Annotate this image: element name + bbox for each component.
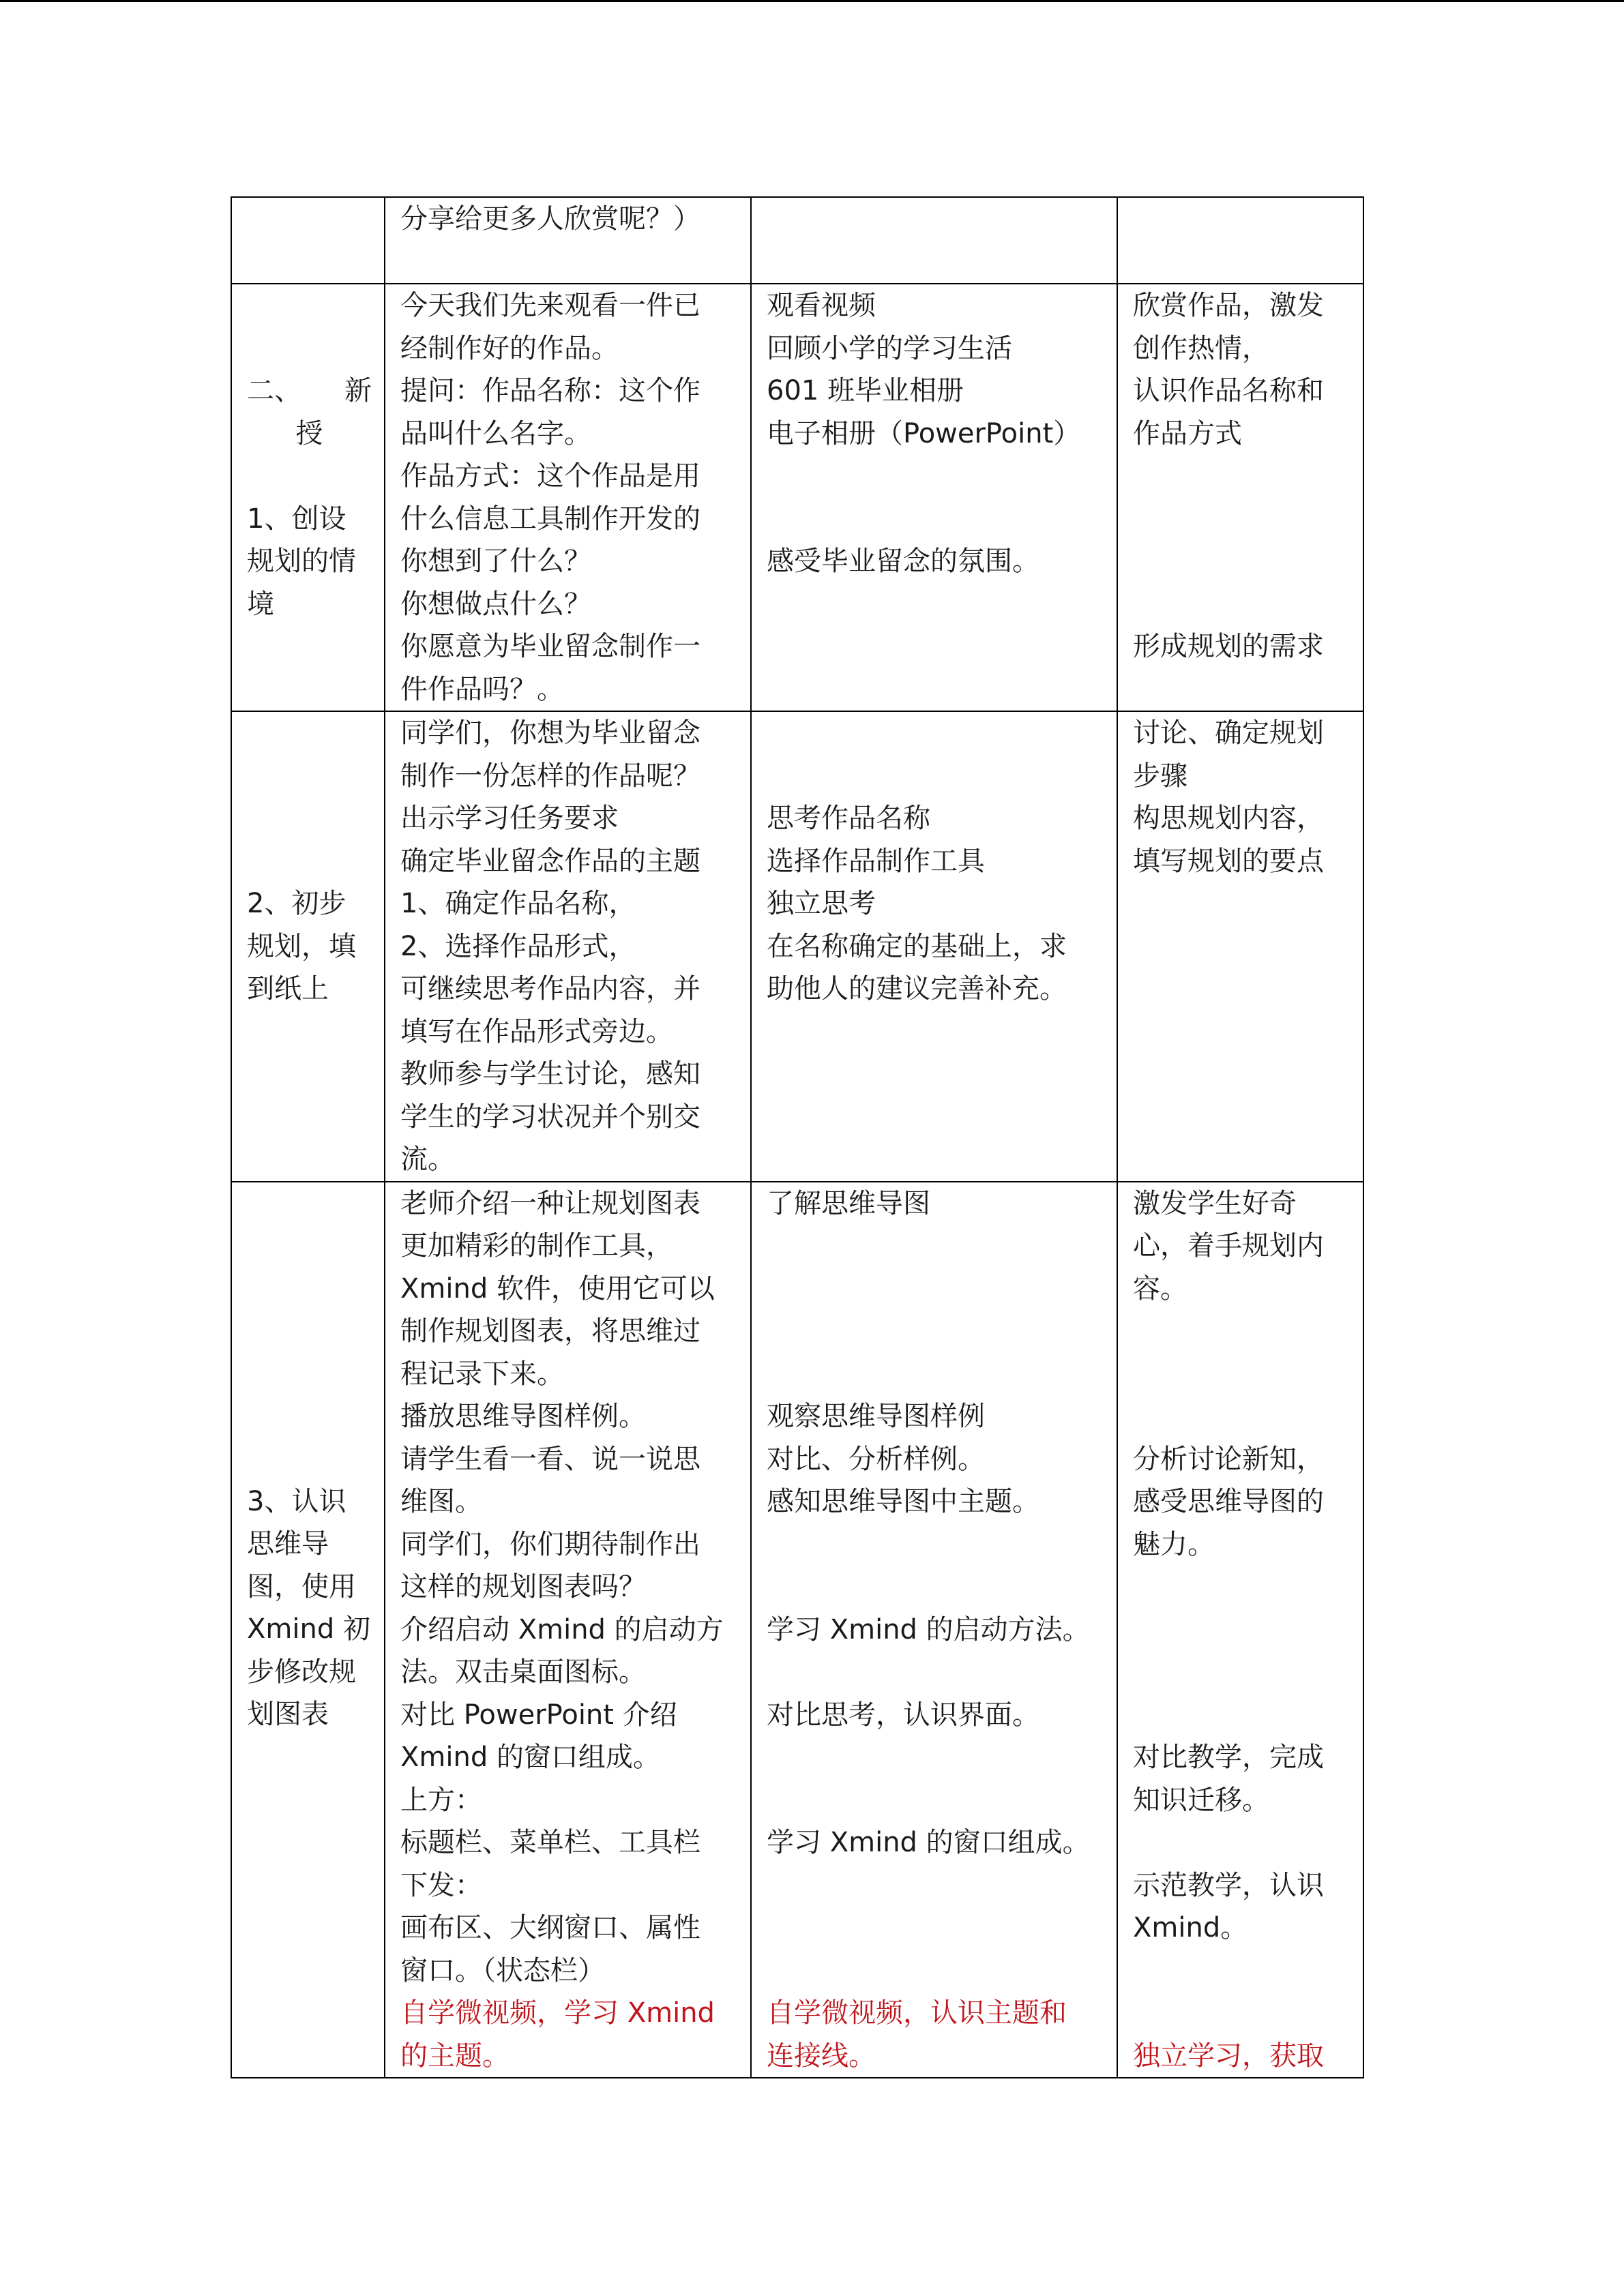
teacher-line: 制作规划图表，将思维过 bbox=[400, 1315, 700, 1347]
student-line: 感受毕业留念的氛围。 bbox=[767, 546, 1039, 577]
stage-line: 到纸上 bbox=[247, 973, 329, 1004]
teacher-line: 同学们，你想为毕业留念 bbox=[400, 717, 700, 749]
teacher-line: 播放思维导图样例。 bbox=[400, 1401, 646, 1432]
intent-line: 认识作品名称和 bbox=[1133, 375, 1324, 406]
intent-line: 形成规划的需求 bbox=[1133, 631, 1324, 662]
stage-cell bbox=[231, 711, 385, 1182]
intent-line: 步骤 bbox=[1133, 760, 1187, 792]
table-row bbox=[231, 284, 1363, 711]
teacher-line-highlight: 自学微视频，学习 Xmind bbox=[400, 1997, 715, 2029]
teacher-line: 件作品吗？。 bbox=[400, 673, 564, 705]
teacher-line: 经制作好的作品。 bbox=[400, 332, 619, 364]
intent-line: 作品方式 bbox=[1133, 417, 1242, 449]
teacher-line: Xmind 软件，使用它可以 bbox=[400, 1272, 715, 1304]
intent-line: 分析讨论新知， bbox=[1133, 1443, 1324, 1475]
teacher-line: 同学们，你们期待制作出 bbox=[400, 1528, 700, 1560]
student-activity-cell bbox=[751, 711, 1117, 1182]
student-line: 思考作品名称 bbox=[767, 803, 930, 834]
page-top-border bbox=[0, 0, 1624, 2]
teacher-line: 你想做点什么？ bbox=[400, 588, 591, 620]
teacher-line: 什么信息工具制作开发的 bbox=[400, 503, 700, 535]
table-row bbox=[231, 1182, 1363, 2078]
teacher-line: 你愿意为毕业留念制作一 bbox=[400, 631, 700, 662]
intent-line: 创作热情， bbox=[1133, 332, 1269, 364]
teacher-line: 品叫什么名字。 bbox=[400, 417, 591, 449]
table-row bbox=[231, 711, 1363, 1182]
stage-cell bbox=[231, 197, 385, 284]
intent-line: Xmind。 bbox=[1133, 1912, 1248, 1943]
student-activity-cell bbox=[751, 197, 1117, 284]
stage-line: 3、认识 bbox=[247, 1485, 346, 1517]
student-line: 独立思考 bbox=[767, 888, 876, 919]
teacher-line: 法。双击桌面图标。 bbox=[400, 1656, 646, 1688]
student-activity-cell bbox=[751, 284, 1117, 711]
teacher-line: 老师介绍一种让规划图表 bbox=[400, 1187, 700, 1219]
student-line: 选择作品制作工具 bbox=[767, 845, 985, 877]
intent-line: 魅力。 bbox=[1133, 1528, 1215, 1560]
teacher-line: 程记录下来。 bbox=[400, 1358, 564, 1390]
stage-cell bbox=[231, 284, 385, 711]
teacher-line: 可继续思考作品内容，并 bbox=[400, 973, 700, 1004]
stage-heading-second: 授 bbox=[295, 417, 323, 449]
student-line: 观察思维导图样例 bbox=[767, 1401, 985, 1432]
student-line: 感知思维导图中主题。 bbox=[767, 1486, 1039, 1517]
table-row bbox=[231, 197, 1363, 284]
stage-line: 规划，填 bbox=[247, 930, 356, 962]
design-intent-cell bbox=[1117, 284, 1363, 711]
student-line: 电子相册（PowerPoint） bbox=[767, 417, 1081, 449]
teacher-line-highlight: 的主题。 bbox=[400, 2040, 510, 2072]
teacher-line: 流。 bbox=[400, 1144, 455, 1175]
teacher-line: 更加精彩的制作工具， bbox=[400, 1230, 673, 1262]
stage-heading: 二、 新 bbox=[247, 375, 372, 406]
teacher-line: Xmind 的窗口组成。 bbox=[400, 1742, 660, 1773]
intent-line: 填写规划的要点 bbox=[1133, 845, 1324, 877]
teacher-line: 画布区、大纲窗口、属性 bbox=[400, 1912, 700, 1943]
stage-line: 图，使用 bbox=[247, 1570, 356, 1602]
teacher-line: 提问：作品名称：这个作 bbox=[400, 375, 700, 406]
teacher-line: 1、确定作品名称， bbox=[400, 888, 636, 919]
stage-line: 1、创设 bbox=[247, 503, 346, 535]
teacher-line: 对比 PowerPoint 介绍 bbox=[400, 1699, 677, 1731]
stage-line: 规划的情 bbox=[247, 546, 356, 577]
intent-line: 构思规划内容， bbox=[1133, 803, 1324, 834]
teacher-activity-cell bbox=[385, 1182, 751, 2078]
intent-line: 知识迁移。 bbox=[1133, 1784, 1269, 1816]
teacher-activity-cell bbox=[385, 711, 751, 1182]
student-line: 了解思维导图 bbox=[767, 1187, 930, 1219]
intent-line: 心，着手规划内 bbox=[1133, 1230, 1324, 1262]
intent-line: 容。 bbox=[1133, 1272, 1187, 1304]
student-line: 回顾小学的学习生活 bbox=[767, 332, 1012, 364]
teacher-line: 确定毕业留念作品的主题 bbox=[400, 845, 700, 877]
intent-line: 讨论、确定规划 bbox=[1133, 717, 1324, 749]
stage-line: 步修改规 bbox=[247, 1656, 356, 1688]
stage-line: 境 bbox=[247, 588, 274, 620]
intent-line: 欣赏作品，激发 bbox=[1133, 290, 1324, 321]
intent-line-highlight: 独立学习，获取 bbox=[1133, 2040, 1324, 2072]
design-intent-cell bbox=[1117, 197, 1363, 284]
design-intent-cell bbox=[1117, 1182, 1363, 2078]
teacher-line: 你想到了什么？ bbox=[400, 546, 591, 577]
teacher-line: 作品方式：这个作品是用 bbox=[400, 460, 700, 492]
student-line-highlight: 自学微视频，认识主题和 bbox=[767, 1997, 1067, 2029]
student-line: 观看视频 bbox=[767, 290, 876, 321]
stage-cell bbox=[231, 1182, 385, 2078]
teacher-line: 请学生看一看、说一说思 bbox=[400, 1443, 700, 1475]
teacher-line: 上方： bbox=[400, 1784, 482, 1816]
teacher-line: 窗口。（状态栏） bbox=[400, 1954, 605, 1986]
student-activity-cell bbox=[751, 1182, 1117, 2078]
teacher-line: 介绍启动 Xmind 的启动方 bbox=[400, 1613, 724, 1645]
student-line: 对比思考，认识界面。 bbox=[767, 1699, 1039, 1731]
stage-line: 2、初步 bbox=[247, 888, 346, 919]
intent-line: 激发学生好奇 bbox=[1133, 1187, 1297, 1219]
teacher-line: 标题栏、菜单栏、工具栏 bbox=[400, 1827, 700, 1858]
intent-line: 感受思维导图的 bbox=[1133, 1486, 1324, 1517]
teacher-line: 分享给更多人欣赏呢？） bbox=[400, 203, 700, 235]
lesson-plan-table bbox=[231, 196, 1364, 2078]
teacher-line: 今天我们先来观看一件已 bbox=[400, 290, 700, 321]
student-line: 学习 Xmind 的窗口组成。 bbox=[767, 1827, 1090, 1858]
teacher-activity-cell bbox=[385, 197, 751, 284]
student-line: 学习 Xmind 的启动方法。 bbox=[767, 1613, 1090, 1645]
student-line: 在名称确定的基础上，求 bbox=[767, 930, 1067, 962]
student-line: 对比、分析样例。 bbox=[767, 1443, 985, 1475]
intent-line: 对比教学，完成 bbox=[1133, 1742, 1324, 1773]
teacher-line: 下发： bbox=[400, 1869, 482, 1901]
teacher-line: 2、选择作品形式， bbox=[400, 930, 636, 962]
student-line: 601 班毕业相册 bbox=[767, 375, 964, 406]
student-line-highlight: 连接线。 bbox=[767, 2040, 876, 2072]
design-intent-cell bbox=[1117, 711, 1363, 1182]
teacher-line: 制作一份怎样的作品呢？ bbox=[400, 760, 700, 792]
teacher-line: 出示学习任务要求 bbox=[400, 803, 619, 834]
stage-line: 思维导 bbox=[247, 1528, 329, 1560]
teacher-line: 教师参与学生讨论，感知 bbox=[400, 1058, 700, 1090]
teacher-activity-cell bbox=[385, 284, 751, 711]
teacher-line: 填写在作品形式旁边。 bbox=[400, 1015, 673, 1047]
stage-line: 划图表 bbox=[247, 1699, 329, 1730]
teacher-line: 这样的规划图表吗？ bbox=[400, 1571, 646, 1602]
student-line: 助他人的建议完善补充。 bbox=[767, 973, 1067, 1004]
teacher-line: 维图。 bbox=[400, 1486, 482, 1517]
intent-line: 示范教学，认识 bbox=[1133, 1869, 1324, 1901]
teacher-line: 学生的学习状况并个别交 bbox=[400, 1101, 700, 1133]
stage-line: Xmind 初 bbox=[247, 1613, 370, 1645]
